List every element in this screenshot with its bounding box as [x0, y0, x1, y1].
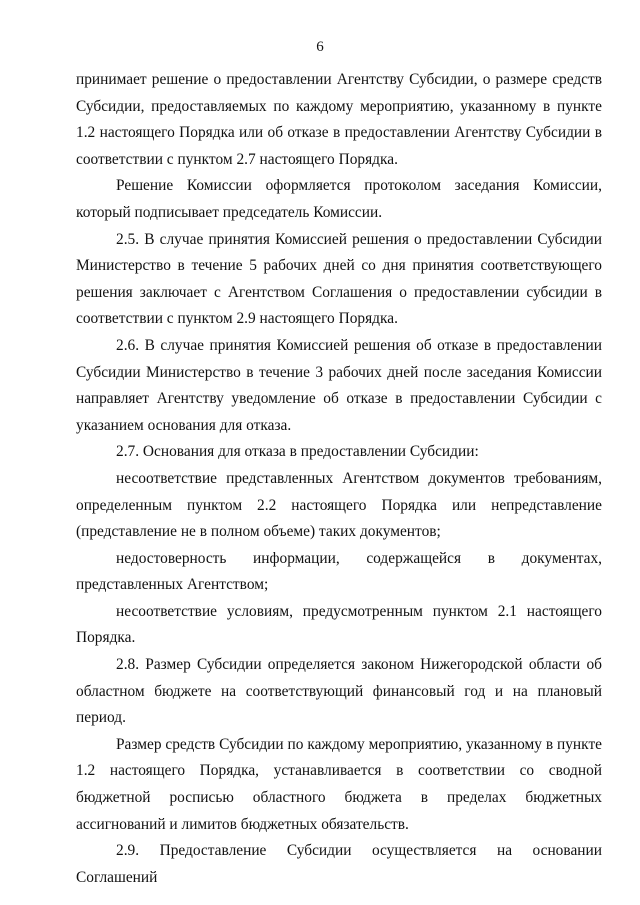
paragraph-2-7: 2.7. Основания для отказа в предоставлении Субсидии: — [116, 443, 479, 461]
page-number: 6 — [316, 39, 324, 55]
paragraph-2-6: 2.6. В случае принятия Комиссией решения об отказе в предоставлении Субсидии Министерство в течение 3 рабочих дней после заседания Комиссии направляет Агентству уведомление об отказе в предоставлении Субсидии с указанием основания для отказа. — [76, 336, 602, 434]
paragraph-subsidy-amount: Размер средств Субсидии по каждому мероприятию, указанному в пункте 1.2 настоящего Порядка, устанавливается в соответствии со сводной бюджетной росписью областного бюджета в пределах бюджетных ассигнований и лимитов бюджетных обязательств. — [76, 735, 602, 833]
paragraph-refusal-ground-3: несоответствие условиям, предусмотренным пунктом 2.1 настоящего Порядка. — [76, 602, 602, 647]
paragraph-2-5: 2.5. В случае принятия Комиссией решения о предоставлении Субсидии Министерство в течение 5 рабочих дней со дня принятия соответствующего решения заключает с Агентством Соглашения о предоставлении субсидии в соответствии с пунктом 2.9 настоящего Порядка. — [76, 230, 602, 328]
paragraph-continuation: принимает решение о предоставлении Агентству Субсидии, о размере средств Субсидии, предоставляемых по каждому мероприятию, указанному в пункте 1.2 настоящего Порядка или об отказе в предоставлении Агентству Субсидии в соответствии с пунктом 2.7 настоящего Порядка. — [76, 71, 602, 168]
paragraph-refusal-ground-2: недостоверность информации, содержащейся в документах, представленных Агентством; — [76, 549, 602, 594]
paragraph-2-9: 2.9. Предоставление Субсидии осуществляется на основании Соглашений — [76, 842, 602, 886]
paragraph-commission-decision: Решение Комиссии оформляется протоколом заседания Комиссии, который подписывает председатель Комиссии. — [76, 177, 602, 221]
document-body — [76, 67, 602, 891]
paragraph-refusal-ground-1: несоответствие представленных Агентством документов требованиям, определенным пунктом 2.2 настоящего Порядка или непредставление (представление не в полном объеме) таких документов; — [76, 469, 602, 541]
paragraph-2-8: 2.8. Размер Субсидии определяется законом Нижегородской области об областном бюджете на соответствующий финансовый год и на плановый период. — [76, 656, 602, 727]
